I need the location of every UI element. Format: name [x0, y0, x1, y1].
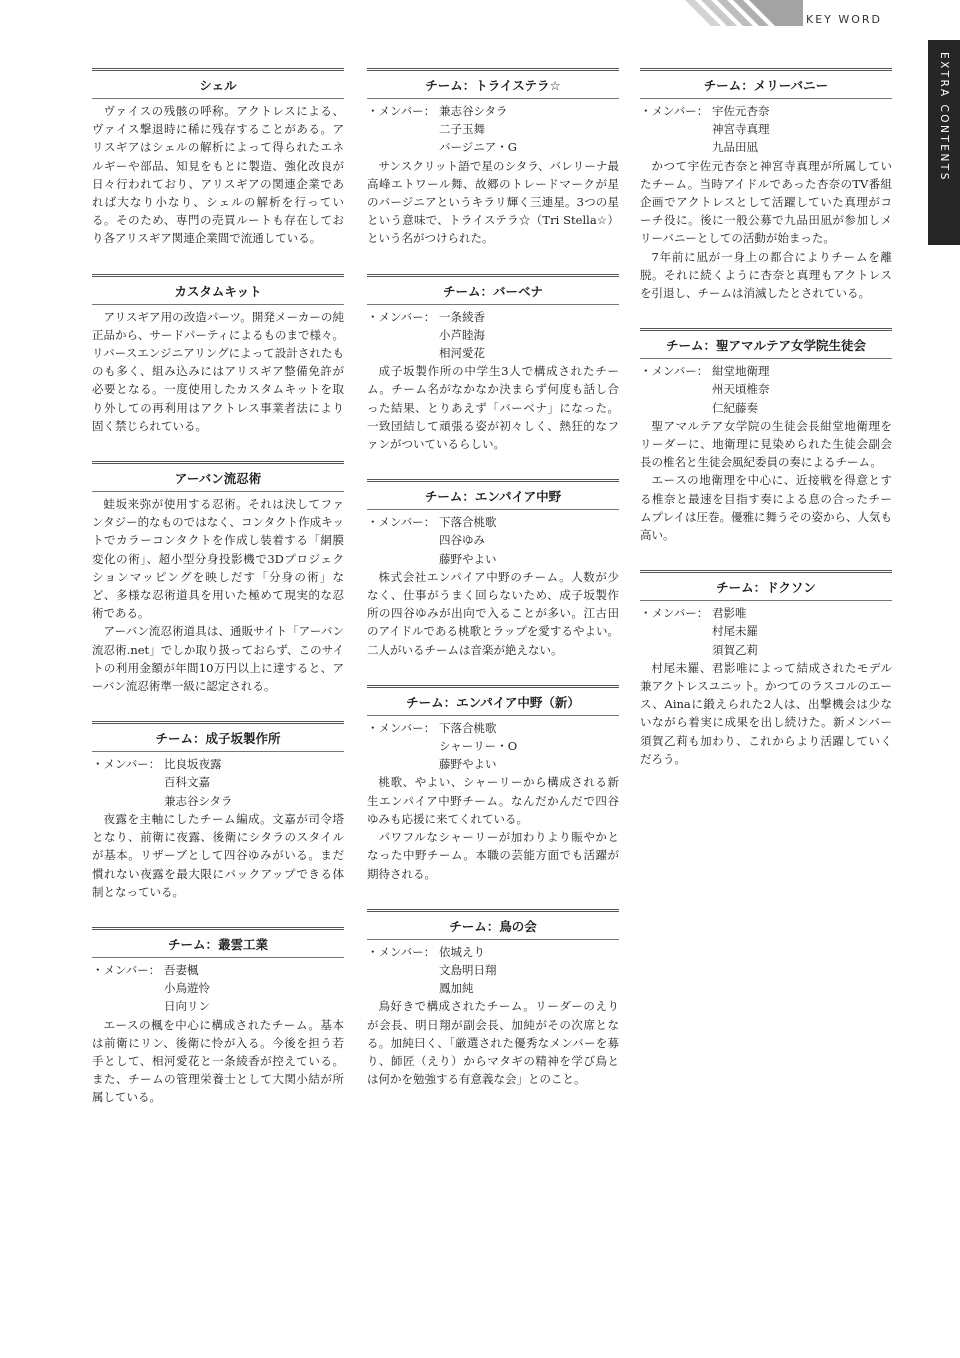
member-row — [367, 737, 619, 755]
entry-paragraph: 成子坂製作所の中学生3人で構成されたチーム。チーム名がなかなか決まらず何度も話し合った結果、とりあえず「バーベナ」になった。一致団結して頑張る姿が初々しく、熱狂的なファンがついているらしい。 — [367, 364, 619, 452]
glossary-entry — [640, 68, 892, 302]
member-name: 四谷ゆみ — [439, 533, 485, 548]
column-1 — [92, 68, 344, 1133]
member-name: 文島明日翔 — [439, 962, 497, 977]
member-row — [367, 961, 619, 979]
side-tab — [928, 40, 960, 245]
member-row — [640, 120, 892, 138]
member-name: 下落合桃歌 — [439, 720, 497, 735]
entry-paragraph: サンスクリット語で星のシタラ、バレリーナ最高峰エトワール舞、故郷のトレードマークが星のバージニアというキラリ輝く三連星。3つの星という意味で、トライステラ☆（Tri Stella☆）という名がつけられた。 — [367, 158, 619, 246]
member-name: 百科文嘉 — [164, 775, 210, 790]
member-row — [640, 399, 892, 417]
glossary-entry — [367, 274, 619, 454]
entry-paragraph: パワフルなシャーリーが加わりより賑やかとなった中野チーム。本職の芸能方面でも活躍が期待される。 — [367, 830, 619, 881]
entry-title: チーム：エンパイア中野（新） — [367, 685, 619, 716]
member-row — [640, 604, 892, 622]
member-label: ・メンバー： — [367, 944, 436, 959]
entry-title: チーム：メリーバニー — [640, 68, 892, 99]
glossary-entry — [367, 479, 619, 659]
member-name: 須賀乙莉 — [712, 642, 758, 657]
entry-paragraph: 7年前に凪が一身上の都合によりチームを離脱。それに続くように杏奈と真理もアクトレスを引退し、チームは消滅したとされている。 — [640, 249, 892, 301]
entry-title: シェル — [92, 68, 344, 99]
member-row — [640, 380, 892, 398]
member-row — [367, 513, 619, 531]
member-label: ・メンバー： — [92, 962, 161, 977]
entry-title: チーム：鳥の会 — [367, 909, 619, 940]
member-row — [367, 979, 619, 997]
member-label: ・メンバー： — [367, 104, 436, 118]
member-label: ・メンバー： — [367, 309, 436, 324]
glossary-entry — [92, 274, 344, 435]
glossary-entry — [92, 927, 344, 1107]
entry-paragraph: アリスギア用の改造パーツ。開発メーカーの純正品から、サードパーティによるものまで様々。リバースエンジニアリングによって設計されたものも多く、組み込みにはアリスギア整備免許が必要となる。一度使用したカスタムキットを取り外しての再利用はアクトレス事業者法により固く禁じられている。 — [92, 309, 344, 433]
member-row — [367, 326, 619, 344]
member-label: ・メンバー： — [640, 104, 709, 118]
member-row — [640, 102, 892, 120]
member-label: ・メンバー： — [640, 606, 709, 621]
glossary-entry — [367, 68, 619, 248]
member-row — [367, 120, 619, 138]
keyword-header: KEY WORD — [806, 13, 883, 26]
member-name: 藤野やよい — [439, 757, 497, 772]
entry-paragraph: 蛙坂来弥が使用する忍術。それは決してファンタジー的なものではなく、コンタクト作成キットでカラーコンタクトを作成し装着する「網膜変化の術」、超小型分身投影機で3Dプロジェクションマッピングを映しだす「分身の術」など、多様な忍術道具を用いた極めて現実的な忍術である。 — [92, 497, 344, 621]
header-stripes — [683, 0, 803, 26]
glossary-entry — [92, 461, 344, 695]
member-name: 村尾未羅 — [712, 624, 758, 639]
member-name: 紺堂地衛理 — [712, 364, 770, 379]
member-name: 小芦睦海 — [439, 327, 485, 342]
member-name: 九品田凪 — [712, 140, 758, 155]
member-name: 依城えり — [439, 944, 485, 959]
entry-paragraph: 聖アマルテア女学院の生徒会長紺堂地衛理をリーダーに、地衛理に見染められた生徒会副会長の椎名と生徒会風紀委員の奏によるチーム。 — [640, 418, 892, 470]
column-3 — [640, 68, 892, 794]
glossary-entry — [367, 685, 619, 883]
member-row — [92, 997, 344, 1015]
member-row — [92, 792, 344, 810]
member-name: シャーリー・O — [439, 739, 518, 754]
entry-title: チーム：成子坂製作所 — [92, 721, 344, 752]
member-name: 日向リン — [164, 999, 210, 1014]
member-name: 一条綾香 — [439, 309, 485, 324]
member-row — [367, 308, 619, 326]
member-name: 宇佐元杏奈 — [712, 104, 770, 118]
member-name: 神宮寺真理 — [712, 122, 770, 137]
member-row — [640, 362, 892, 380]
glossary-entry — [367, 909, 619, 1089]
member-label: ・メンバー： — [367, 720, 436, 735]
member-label: ・メンバー： — [367, 515, 436, 530]
member-row — [367, 550, 619, 568]
member-row — [367, 102, 619, 120]
member-row — [367, 755, 619, 773]
entry-title: チーム：ドクソン — [640, 570, 892, 601]
member-name: 兼志谷シタラ — [439, 104, 508, 118]
entry-paragraph: かつて宇佐元杏奈と神宮寺真理が所属していたチーム。当時アイドルであった杏奈のTV番組企画でアクトレスとして活躍していた真理がコーチ役に。後に一般公募で九品田凪が参加しメリーバニーとしての活動が始まった。 — [640, 158, 892, 246]
entry-title: アーバン流忍術 — [92, 461, 344, 492]
entry-paragraph: 桃歌、やよい、シャーリーから構成される新生エンパイア中野チーム。なんだかんだで四谷ゆみも応援に来てくれている。 — [367, 775, 619, 826]
member-name: 下落合桃歌 — [439, 515, 497, 530]
member-row — [367, 138, 619, 156]
entry-title: チーム：トライステラ☆ — [367, 68, 619, 99]
entry-paragraph: アーバン流忍術道具は、通販サイト「アーバン流忍術.net」でしか取り扱っておらず、このサイトの利用金額が年間10万円以上に達すると、アーバン流忍術準一級に認定される。 — [92, 624, 344, 694]
member-row — [367, 344, 619, 362]
member-row — [92, 979, 344, 997]
member-name: 吾妻楓 — [164, 962, 199, 977]
entry-paragraph: ヴァイスの残骸の呼称。アクトレスによる、ヴァイス撃退時に稀に残存することがある。アリスギアはシェルの解析によって得られたエネルギーや部品、知見をもとに製造、強化改良が日々行われており、アリスギアの関連企業であれば大なり小なり、シェルの解析を行っている。そのため、専門の売買ルートも存在しており各アリスギア関連企業間で流通している。 — [92, 104, 344, 246]
entry-paragraph: 株式会社エンパイア中野のチーム。人数が少なく、仕事がうまく回らないため、成子坂製作所の四谷ゆみが出向で入ることが多い。江古田のアイドルである桃歌とラップを愛するやよい。二人がいるチームは音楽が絶えない。 — [367, 569, 619, 657]
glossary-entry — [640, 570, 892, 768]
entry-paragraph: エースの楓を中心に構成されたチーム。基本は前衛にリン、後衛に怜が入る。今後を担う若手として、相河愛花と一条綾香が控えている。また、チームの管理栄養士として大関小結が所属している。 — [92, 1017, 344, 1105]
glossary-entry — [92, 68, 344, 248]
member-row — [640, 622, 892, 640]
entry-paragraph: 鳥好きで構成されたチーム。リーダーのえりが会長、明日翔が副会長、加純がその次席となる。加純曰く、「厳選された優秀なメンバーを募り、師匠（えり）からマタギの精神を学び鳥とは何かを勉強する有意義な会」とのこと。 — [367, 999, 619, 1087]
member-name: 比良坂夜露 — [164, 757, 222, 772]
entry-title: チーム：エンパイア中野 — [367, 479, 619, 510]
member-row — [640, 138, 892, 156]
entry-paragraph: 村尾未羅、君影唯によって結成されたモデル兼アクトレスユニット。かつてのラスコルのエース、Ainaに鍛えられた2人は、出撃機会は少ないながら着実に成果を出し続けた。新メンバー須賀乙莉も加わり、これからより活躍していくだろう。 — [640, 660, 892, 766]
glossary-entry — [92, 721, 344, 901]
entry-paragraph: 夜露を主軸にしたチーム編成。文嘉が司令塔となり、前衛に夜露、後衛にシタラのスタイルが基本。リザーブとして四谷ゆみがいる。まだ慣れない夜露を最大限にバックアップできる体制となっている。 — [92, 811, 344, 899]
member-row — [92, 755, 344, 773]
member-label: ・メンバー： — [92, 757, 161, 772]
member-name: 小鳥遊怜 — [164, 981, 210, 996]
member-row — [640, 641, 892, 659]
member-name: 二子玉舞 — [439, 122, 485, 137]
member-name: 兼志谷シタラ — [164, 793, 233, 808]
column-2 — [367, 68, 619, 1114]
entry-title: チーム：バーベナ — [367, 274, 619, 305]
member-name: 州天頃椎奈 — [712, 382, 770, 397]
member-row — [92, 961, 344, 979]
member-label: ・メンバー： — [640, 364, 709, 379]
member-row — [367, 531, 619, 549]
glossary-entry — [640, 328, 892, 544]
member-name: 仁紀藤奏 — [712, 400, 758, 415]
entry-title: カスタムキット — [92, 274, 344, 305]
member-row — [92, 773, 344, 791]
member-name: 鳳加純 — [439, 981, 474, 996]
entry-title: チーム：叢雲工業 — [92, 927, 344, 958]
member-name: バージニア・G — [439, 140, 517, 155]
member-name: 藤野やよい — [439, 551, 497, 566]
member-name: 相河愛花 — [439, 346, 485, 361]
member-name: 君影唯 — [712, 606, 747, 621]
member-row — [367, 719, 619, 737]
entry-title: チーム：聖アマルテア女学院生徒会 — [640, 328, 892, 359]
entry-paragraph: エースの地衛理を中心に、近接戦を得意とする椎奈と最速を目指す奏による息の合ったチームプレイは圧巻。優雅に舞うその姿から、人気も高い。 — [640, 473, 892, 543]
member-row — [367, 943, 619, 961]
side-tab-label: EXTRA CONTENTS — [938, 52, 950, 182]
